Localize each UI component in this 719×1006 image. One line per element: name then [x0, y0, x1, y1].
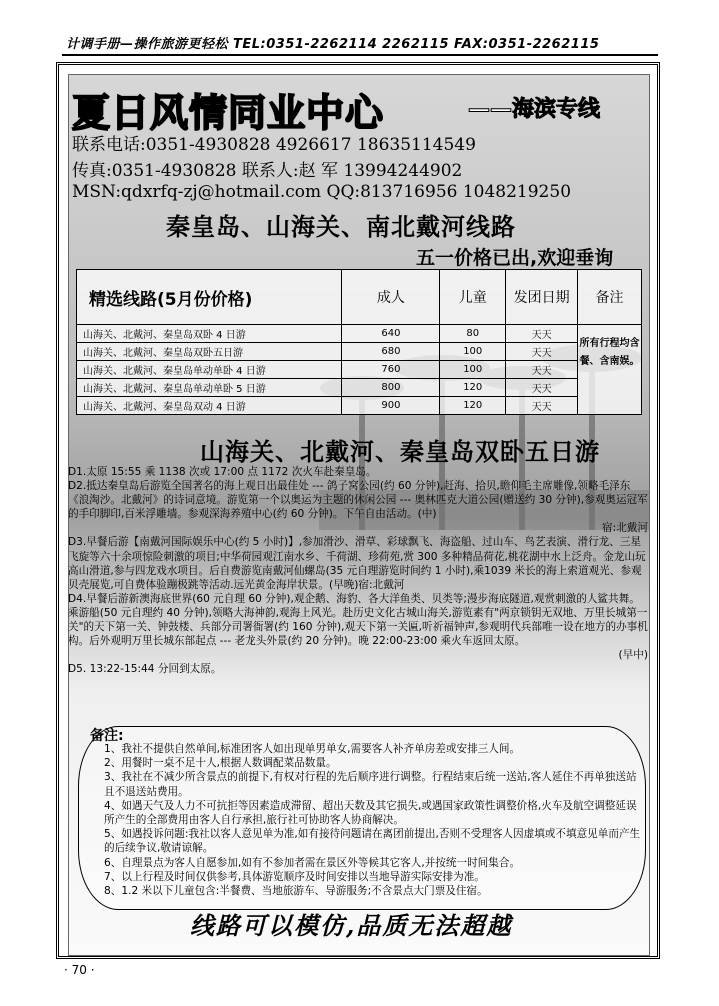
contact-phone: 联系电话:0351-4930828 4926617 18635114549: [72, 135, 476, 155]
departure-date: 天天: [506, 343, 578, 361]
col-header-adult: 成人: [342, 270, 440, 325]
itinerary-day-2: D2.抵达秦皇岛后游览全国著名的海上观日出最佳处 --- 鸽子窝公园(约 60 分钟),赶海、拾贝,瞻仰毛主席雕像,领略毛泽东《浪淘沙。北戴河》的诗词意境。游览第一个以奥运为主题的休闲公园 --- 奥林匹克大道公园(赠送约 30 分钟),参观奥运冠军的手印脚印,百米浮雕墙。参观深海养殖中心(约 60 分钟)。下午自由活动。(中): [68, 480, 648, 521]
departure-date: 天天: [506, 325, 578, 343]
table-row: [77, 379, 642, 397]
page-header: 计调手册—操作旅游更轻松 TEL:0351-2262114 2262115 FAX:0351-2262115: [66, 37, 600, 52]
adult-price: 800: [342, 379, 440, 397]
table-row: [77, 325, 642, 343]
departure-date: 天天: [506, 361, 578, 379]
notes-list: [104, 742, 644, 898]
note-item: 7、以上行程及时间仅供参考,具体游览顺序及时间安排以当地导游实际安排为准。: [104, 870, 485, 883]
route-name: 山海关、北戴河、秦皇岛单动单卧 4 日游: [77, 361, 342, 379]
itinerary-day-5: D5. 13:22-15:44 分回到太原。: [68, 663, 222, 676]
table-row: [77, 343, 642, 361]
page-title: 夏日风情同业中心: [72, 90, 385, 135]
departure-date: 天天: [506, 397, 578, 415]
child-price: 80: [440, 325, 506, 343]
adult-price: 640: [342, 325, 440, 343]
price-table: [76, 269, 642, 415]
child-price: 100: [440, 361, 506, 379]
itinerary: [68, 465, 648, 676]
itinerary-day-4: D4.早餐后游新澳海底世界(60 元自理 60 分钟),观企鹅、海豹、各大洋鱼类、贝类等;漫步海底隧道,观赏刺激的人鲨共舞。乘游船(50 元自理约 40 分钟),领略大海神韵,观海上风光。赴历史文化古城山海关,游览素有"两京锁钥无双地、万里长城第一关"的天下第一关、钟鼓楼、兵部分司署衙署(约 160 分钟),观天下第一关匾,听祈福钟声,参观明代兵部唯一设在地方的办事机构。后外观明万里长城东部起点 --- 老龙头外景(约 20 分钟)。晚 22:00-23:00 乘火车返回太原。: [68, 592, 648, 648]
col-header-note: 备注: [578, 270, 642, 325]
note-item: 1、我社不提供自然单间,标准团客人如出现单男单女,需要客人补齐单房差或安排三人间。: [104, 743, 521, 755]
route-name: 山海关、北戴河、秦皇岛双卧 4 日游: [77, 325, 342, 343]
departure-date: 天天: [506, 379, 578, 397]
itinerary-day-4-meals: (早中): [618, 649, 648, 662]
itinerary-title: 山海关、北戴河、秦皇岛双卧五日游: [200, 437, 600, 466]
contact-msn: MSN:qdxrfq-zj@hotmail.com QQ:813716956 1048219250: [72, 182, 572, 202]
route-name: 山海关、北戴河、秦皇岛双卧五日游: [77, 343, 342, 361]
col-header-route: 精选线路(5月份价格): [77, 270, 342, 325]
page-number: · 70 ·: [64, 963, 95, 977]
route-name: 山海关、北戴河、秦皇岛双动 4 日游: [77, 397, 342, 415]
adult-price: 900: [342, 397, 440, 415]
child-price: 120: [440, 379, 506, 397]
itinerary-day-1: D1.太原 15:55 乘 1138 次或 17:00 点 1172 次火车赴秦皇岛。: [68, 466, 377, 478]
note-item: 5、如遇投诉问题:我社以客人意见单为准,如有接待问题请在离团前提出,否则不受理客人因虚填或不填意见单而产生的后续争议,敬请谅解。: [104, 828, 641, 855]
header-rule: [62, 54, 658, 56]
itinerary-day-2-stay: 宿:北戴河: [602, 522, 648, 535]
table-note: 所有行程均含餐、含南娱。: [578, 325, 642, 415]
route-title: 秦皇岛、山海关、南北戴河线路: [166, 212, 516, 241]
contact-fax: 传真:0351-4930828 联系人:赵 军 13994244902: [72, 161, 463, 181]
child-price: 120: [440, 397, 506, 415]
col-header-child: 儿童: [440, 270, 506, 325]
title-subtitle: ——海滨专线: [468, 97, 601, 122]
note-item: 6、自理景点为客人自愿参加,如有不参加者需在景区外等候其它客人,并按统一时间集合。: [104, 856, 521, 869]
adult-price: 680: [342, 343, 440, 361]
note-item: 4、如遇天气及人力不可抗拒等因素造成滞留、超出天数及其它损失,或遇国家政策性调整价格,火车及航空调整延误所产生的全部费用由客人自行承担,旅行社可协助客人协商解决。: [104, 799, 637, 827]
table-row: [77, 397, 642, 415]
col-header-date: 发团日期: [506, 270, 578, 325]
child-price: 100: [440, 343, 506, 361]
note-item: 2、用餐时一桌不足十人,根据人数调配菜品数量。: [104, 757, 337, 770]
adult-price: 760: [342, 361, 440, 379]
itinerary-day-3: D3.早餐后游【南戴河国际娱乐中心(约 5 小时)】,参加滑沙、滑草、彩球飘飞、海盗船、过山车、鸟艺表演、滑行龙、三星飞旋等六十余项惊险刺激的项目;中华荷园观江南水乡、千荷湖、珍荷苑,赏 300 多种精品荷花,桃花湖中水上泛舟。金龙山玩高山滑道,参与四龙戏水项目。后自费游览南戴河仙螺岛(35 元自理游览时间约 1 小时),乘1039 米长的海上索道观光、参观贝壳展览,可自费体验蹦极跳等活动.远光黄金海岸状景。(早晚)宿:北戴河: [68, 536, 646, 591]
table-header-row: [77, 270, 642, 325]
slogan: 线路可以模仿,品质无法超越: [190, 911, 513, 940]
promo-text: 五一价格已出,欢迎垂询: [416, 247, 614, 269]
route-name: 山海关、北戴河、秦皇岛单动单卧 5 日游: [77, 379, 342, 397]
table-row: [77, 361, 642, 379]
note-item: 8、1.2 米以下儿童包含:半餐费、当地旅游车、导游服务;不含景点大门票及住宿。: [104, 885, 488, 898]
note-item: 3、我社在不减少所含景点的前提下,有权对行程的先后顺序进行调整。行程结束后统一送站,客人延住不再单独送站且不退送站费用。: [104, 771, 637, 798]
notes-title: 备注:: [90, 728, 124, 744]
